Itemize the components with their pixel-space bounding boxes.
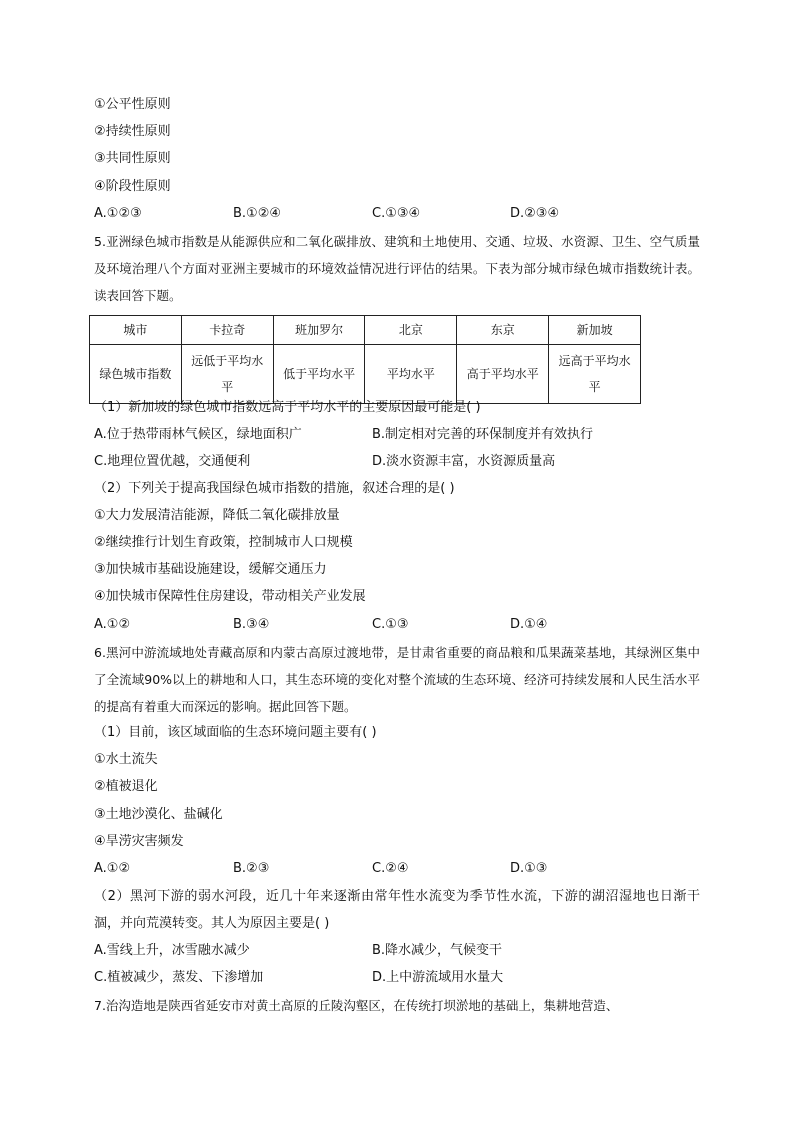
measure-item: ②继续推行计划生育政策，控制城市人口规模 <box>94 535 353 550</box>
table-row-label: 绿色城市指数 <box>90 345 182 404</box>
measure-item: ③加快城市基础设施建设，缓解交通压力 <box>94 562 327 577</box>
option-c: C.地理位置优越，交通便利 <box>94 454 251 469</box>
principle-item: ④阶段性原则 <box>94 179 171 194</box>
table-cell: 低于平均水平 <box>273 345 365 404</box>
option-b: B.①②④ <box>233 206 282 221</box>
measure-item: ①大力发展清洁能源，降低二氧化碳排放量 <box>94 508 340 523</box>
option-c: C.①③ <box>372 617 409 632</box>
table-header-cell: 东京 <box>457 316 549 345</box>
principle-item: ①公平性原则 <box>94 97 171 112</box>
option-a: A.①②③ <box>94 206 142 221</box>
problem-item: ①水土流失 <box>94 752 158 767</box>
principle-item: ②持续性原则 <box>94 124 171 139</box>
question-6-1-stem: （1）目前，该区域面临的生态环境问题主要有( ) <box>94 725 377 740</box>
table-header-cell: 班加罗尔 <box>273 316 365 345</box>
option-d: D.①③ <box>510 861 548 876</box>
table-header-cell: 北京 <box>365 316 457 345</box>
option-a: A.①② <box>94 617 131 632</box>
question-7-stem: 7.治沟造地是陕西省延安市对黄土高原的丘陵沟壑区，在传统打坝淤地的基础上，集耕地营造、 <box>94 998 619 1013</box>
option-c: C.①③④ <box>372 206 421 221</box>
question-6-stem: 6.黑河中游流域地处青藏高原和内蒙古高原过渡地带，是甘肃省重要的商品粮和瓜果蔬菜基地，其绿洲区集中了全流域90%以上的耕地和人口，其生态环境的变化对整个流域的生态环境、经济可持续发展和人民生活水平的提高有着重大而深远的影响。据此回答下题。 <box>94 645 700 714</box>
problem-item: ③土地沙漠化、盐碱化 <box>94 807 223 822</box>
option-c: C.②④ <box>372 861 409 876</box>
table-cell: 远高于平均水平 <box>549 345 641 404</box>
option-b: B.③④ <box>233 617 270 632</box>
table-header-cell: 新加坡 <box>549 316 641 345</box>
table-header-row <box>90 316 641 345</box>
problem-item: ④旱涝灾害频发 <box>94 834 184 849</box>
question-5-stem: 5.亚洲绿色城市指数是从能源供应和二氧化碳排放、建筑和土地使用、交通、垃圾、水资源、卫生、空气质量及环境治理八个方面对亚洲主要城市的环境效益情况进行评估的结果。下表为部分城市绿色城市指数统计表。读表回答下题。 <box>94 234 700 303</box>
option-b: B.降水减少，气候变干 <box>372 943 503 958</box>
option-d: D.②③④ <box>510 206 560 221</box>
table-header-cell: 城市 <box>90 316 182 345</box>
question-5-2-stem: （2）下列关于提高我国绿色城市指数的措施，叙述合理的是( ) <box>94 481 455 496</box>
option-a: A.①② <box>94 861 131 876</box>
measure-item: ④加快城市保障性住房建设，带动相关产业发展 <box>94 589 366 604</box>
option-d: D.①④ <box>510 617 548 632</box>
option-d: D.淡水资源丰富，水资源质量高 <box>372 454 556 469</box>
problem-item: ②植被退化 <box>94 779 158 794</box>
option-b: B.②③ <box>233 861 270 876</box>
table-cell: 远低于平均水平 <box>181 345 273 404</box>
option-a: A.位于热带雨林气候区，绿地面积广 <box>94 427 302 442</box>
option-b: B.制定相对完善的环保制度并有效执行 <box>372 427 594 442</box>
option-d: D.上中游流域用水量大 <box>372 970 504 985</box>
table-cell: 平均水平 <box>365 345 457 404</box>
option-a: A.雪线上升，冰雪融水减少 <box>94 943 250 958</box>
question-6-2-stem: （2）黑河下游的弱水河段，近几十年来逐渐由常年性水流变为季节性水流，下游的湖沼湿地也日渐干涸，并向荒漠转变。其人为原因主要是( ) <box>94 889 700 931</box>
table-cell: 高于平均水平 <box>457 345 549 404</box>
table-row <box>90 345 641 404</box>
option-c: C.植被减少，蒸发、下渗增加 <box>94 970 264 985</box>
principle-item: ③共同性原则 <box>94 151 171 166</box>
green-city-index-table <box>89 315 641 404</box>
question-5-1-stem: （1）新加坡的绿色城市指数远高于平均水平的主要原因最可能是( ) <box>94 400 481 415</box>
table-header-cell: 卡拉奇 <box>181 316 273 345</box>
